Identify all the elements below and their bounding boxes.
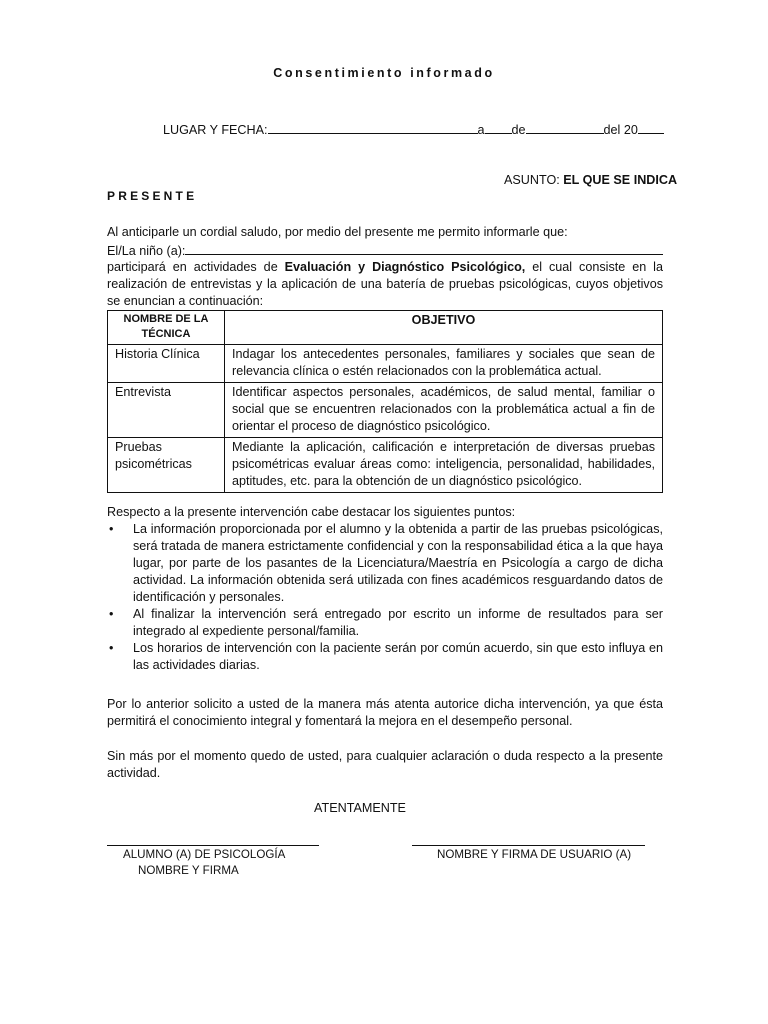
point-text: Al finalizar la intervención será entregado por escrito un informe de resultados para ser integrado al expediente personal/familia.	[133, 607, 663, 638]
closing-paragraph: Sin más por el momento quedo de usted, para cualquier aclaración o duda respecto a la presente actividad.	[107, 749, 663, 780]
activities-paragraph	[107, 259, 663, 310]
objective-cell: Mediante la aplicación, calificación e interpretación de diversas pruebas psicométricas evaluar áreas como: inteligencia, personalidad, habilidades, aptitudes, etc. para la obtención de un diagnóstico psicológico.	[225, 438, 663, 493]
objective-cell: Identificar aspectos personales, académicos, de salud mental, familiar o social que se encuentren relacionados con la problemática actual a fin de orientar el proceso de diagnóstico psicológico.	[225, 383, 663, 438]
activities-bold-text: Evaluación y Diagnóstico Psicológico,	[284, 260, 526, 274]
table-row	[108, 438, 663, 493]
student-signature-line	[107, 845, 319, 846]
subject-label: ASUNTO:	[504, 173, 564, 187]
child-name-label: El/La niño (a):	[107, 244, 186, 258]
technique-cell: Historia Clínica	[108, 345, 225, 383]
intro-paragraph: Al anticiparle un cordial saludo, por medio del presente me permito informarle que:	[107, 225, 568, 239]
date-del-label: del 20	[603, 123, 638, 137]
place-date-line	[163, 120, 664, 139]
atentamente-label: ATENTAMENTE	[314, 801, 406, 815]
objective-cell: Indagar los antecedentes personales, familiares y sociales que sean de relevancia clínica o estén relacionados con la problemática actual.	[225, 345, 663, 383]
activities-text-end: el cual consiste en la realización de entrevistas y la aplicación de una batería de pruebas psicológicas, cuyos objetivos se enuncian a continuación:	[107, 260, 663, 308]
place-date-label: LUGAR Y FECHA:	[163, 123, 268, 137]
list-item	[107, 606, 663, 640]
request-paragraph: Por lo anterior solicito a usted de la manera más atenta autorice dicha intervención, ya que ésta permitirá el conocimiento integral y fomentará la mejora en el desempeño personal.	[107, 697, 663, 728]
points-intro: Respecto a la presente intervención cabe destacar los siguientes puntos:	[107, 505, 516, 519]
child-name-blank	[185, 241, 663, 255]
user-signature-label: NOMBRE Y FIRMA DE USUARIO (A)	[437, 848, 632, 861]
month-blank	[526, 120, 604, 134]
bullet-icon: •	[109, 607, 114, 621]
technique-cell: Pruebas psicométricas	[108, 438, 225, 493]
student-role-label: ALUMNO (A) DE PSICOLOGÍA	[123, 848, 286, 861]
user-signature-line	[412, 845, 645, 846]
table-header-objective: OBJETIVO	[225, 311, 663, 345]
date-de-label: de	[511, 123, 526, 137]
table-header-technique: NOMBRE DE LA TÉCNICA	[108, 311, 225, 345]
day-blank	[485, 120, 512, 134]
bullet-icon: •	[109, 641, 114, 655]
technique-cell: Entrevista	[108, 383, 225, 438]
list-item	[107, 521, 663, 606]
table-header-row	[108, 311, 663, 345]
year-blank	[638, 120, 664, 134]
list-item	[107, 640, 663, 674]
techniques-table	[107, 310, 663, 493]
point-text: La información proporcionada por el alumno y la obtenida a partir de las pruebas psicológicas, será tratada de manera estrictamente confidencial y con la responsabilidad ética a la que haya lugar, por parte de los pasantes de la Licenciatura/Maestría en Psicología a cargo de dicha actividad. La información obtenida será utilizada con fines académicos resguardando datos de identificación y personales.	[133, 522, 663, 604]
points-list	[107, 521, 663, 674]
place-blank	[268, 120, 478, 134]
student-signature-label	[123, 847, 285, 879]
date-a-label: a	[477, 123, 485, 137]
document-title: Consentimiento informado	[273, 66, 495, 80]
bullet-icon: •	[109, 522, 114, 536]
activities-text-start: participará en actividades de	[107, 260, 285, 274]
table-row	[108, 383, 663, 438]
table-row	[108, 345, 663, 383]
child-name-line	[107, 241, 663, 260]
subject-value: EL QUE SE INDICA	[563, 173, 678, 187]
presente-heading: PRESENTE	[107, 189, 198, 203]
point-text: Los horarios de intervención con la paciente serán por común acuerdo, sin que esto influya en las actividades diarias.	[133, 641, 663, 672]
student-name-signature-label: NOMBRE Y FIRMA	[138, 864, 239, 877]
subject-line	[504, 172, 677, 189]
